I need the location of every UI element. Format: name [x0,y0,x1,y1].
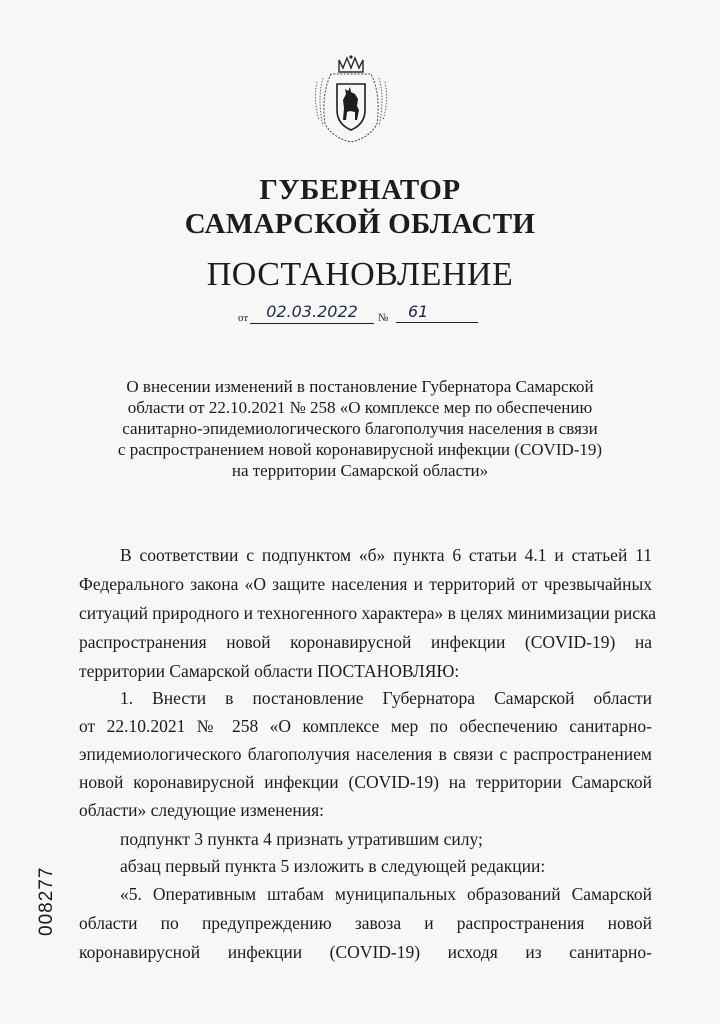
body-line: Федерального закона «О защите населения и территорий от чрезвычайных [79,574,652,594]
body-line: «5. Оперативным штабам муниципальных образований Самарской [120,884,652,904]
title-line: на территории Самарской области» [231,461,489,480]
coat-of-arms-icon [309,54,393,146]
document-type: ПОСТАНОВЛЕНИЕ [206,256,514,293]
body-line: эпидемиологического благополучия населения в связи с распространением [79,744,652,764]
body-line: ситуаций природного и техногенного характера» в целях минимизации риска [79,603,656,623]
number-label: № [378,312,389,324]
body-line: 1. Внести в постановление Губернатора Самарской области [120,688,652,708]
body-line: коронавирусной инфекции (COVID-19) исходя из санитарно- [79,942,652,962]
body-line: подпункт 3 пункта 4 признать утратившим силу; [120,829,483,849]
issuer-title: ГУБЕРНАТОР [259,174,461,206]
body-line: от 22.10.2021 № 258 «О комплексе мер по обеспечению санитарно- [79,716,652,736]
body-line: новой коронавирусной инфекции (COVID-19) на территории Самарской [79,772,652,792]
document-date: 02.03.2022 [250,302,374,324]
body-line: территории Самарской области ПОСТАНОВЛЯЮ: [79,661,460,681]
title-line: области от 22.10.2021 № 258 «О комплексе мер по обеспечению [127,398,593,417]
body-line: В соответствии с подпунктом «б» пункта 6 статьи 4.1 и статьей 11 [120,545,652,565]
document-title [100,376,620,481]
body-line: области по предупреждению завоза и распространения новой [79,913,652,933]
body-line: области» следующие изменения: [79,800,325,820]
document-number: 61 [396,302,478,323]
title-line: санитарно-эпидемиологического благополучия населения в связи [122,419,598,438]
title-line: с распространением новой коронавирусной инфекции (COVID-19) [117,440,603,459]
title-line: О внесении изменений в постановление Губернатора Самарской [126,377,594,396]
issuer-region: САМАРСКОЙ ОБЛАСТИ [184,208,536,240]
body-line: распространения новой коронавирусной инфекции (COVID-19) на [79,632,652,652]
registration-stamp: 008277 [36,866,57,936]
body-line: абзац первый пункта 5 изложить в следующей редакции: [120,856,546,876]
date-label: от [238,312,249,324]
date-number-line [238,302,498,326]
